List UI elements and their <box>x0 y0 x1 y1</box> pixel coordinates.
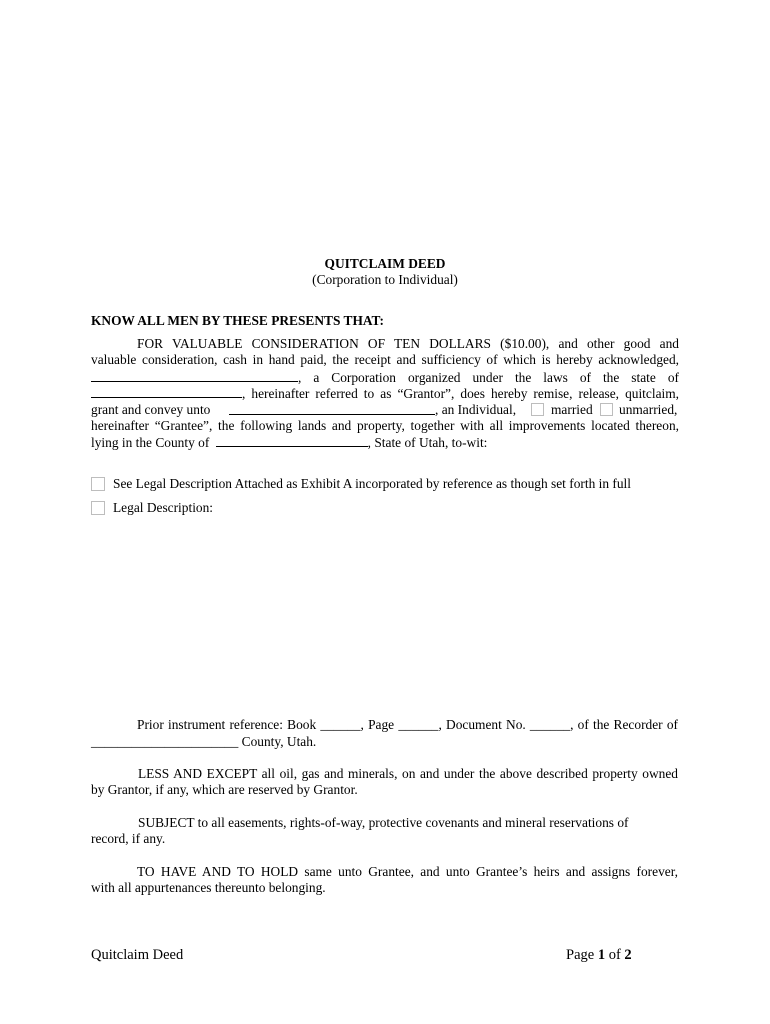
document-subtitle: (Corporation to Individual) <box>312 272 458 287</box>
page-current: 1 <box>597 947 606 963</box>
exhibit-option-label: See Legal Description Attached as Exhibit A incorporated by reference as though set forth in full <box>113 476 631 491</box>
consideration-line-5 <box>91 402 679 418</box>
grantee-name-field[interactable] <box>229 402 435 415</box>
habendum-line-1: TO HAVE AND TO HOLD same unto Grantee, and unto Grantee’s heirs and assigns forever, <box>137 864 678 879</box>
consideration-line-3 <box>91 369 679 386</box>
married-label: married <box>551 402 593 417</box>
subject-line-1: SUBJECT to all easements, rights-of-way, protective covenants and mineral reservations of <box>138 815 629 830</box>
less-except-line-2: by Grantor, if any, which are reserved by Grantor. <box>91 782 358 797</box>
legal-description-label: Legal Description: <box>113 500 214 515</box>
subject-line-2: record, if any. <box>91 831 166 846</box>
county-label: lying in the County of <box>91 435 210 450</box>
page-total: 2 <box>624 947 632 963</box>
legal-description-checkbox[interactable] <box>91 501 105 515</box>
consideration-line-4 <box>91 385 679 402</box>
habendum-line-2: with all appurtenances thereunto belonging. <box>91 880 326 895</box>
consideration-line-2: valuable consideration, cash in hand paid, the receipt and sufficiency of which is hereby acknowledged, <box>91 352 679 367</box>
corporation-text: , a Corporation organized under the laws of the state of <box>298 370 679 385</box>
unmarried-label: unmarried, <box>619 402 678 417</box>
prior-instrument-line-2: ______________________ County, Utah. <box>91 734 317 749</box>
grantor-referral-text: , hereinafter referred to as “Grantor”, does hereby remise, release, quitclaim, <box>242 386 679 401</box>
married-checkbox[interactable] <box>531 403 544 416</box>
document-title: QUITCLAIM DEED <box>324 256 446 271</box>
page-mid: of <box>605 947 625 963</box>
page-prefix: Page <box>566 947 598 963</box>
grantor-state-field[interactable] <box>91 385 242 398</box>
consideration-line-7 <box>91 434 487 451</box>
consideration-line-6: hereinafter “Grantee”, the following lands and property, together with all improvements located thereon, <box>91 418 679 433</box>
footer-document-name: Quitclaim Deed <box>91 947 184 963</box>
consideration-line-1: FOR VALUABLE CONSIDERATION OF TEN DOLLARS ($10.00), and other good and <box>137 336 679 351</box>
grantor-name-field[interactable] <box>91 369 298 382</box>
less-except-line-1: LESS AND EXCEPT all oil, gas and minerals, on and under the above described property owned <box>138 766 678 781</box>
state-text: , State of Utah, to-wit: <box>367 435 488 450</box>
county-field[interactable] <box>216 434 368 447</box>
footer-page-number <box>566 947 632 963</box>
unmarried-checkbox[interactable] <box>600 403 613 416</box>
section-heading: KNOW ALL MEN BY THESE PRESENTS THAT: <box>91 313 384 328</box>
prior-instrument-line-1: Prior instrument reference: Book ______, Page ______, Document No. ______, of the Recorder of <box>137 717 678 732</box>
grant-convey-text: grant and convey unto <box>91 402 211 417</box>
exhibit-checkbox[interactable] <box>91 477 105 491</box>
individual-text: , an Individual, <box>435 402 517 417</box>
